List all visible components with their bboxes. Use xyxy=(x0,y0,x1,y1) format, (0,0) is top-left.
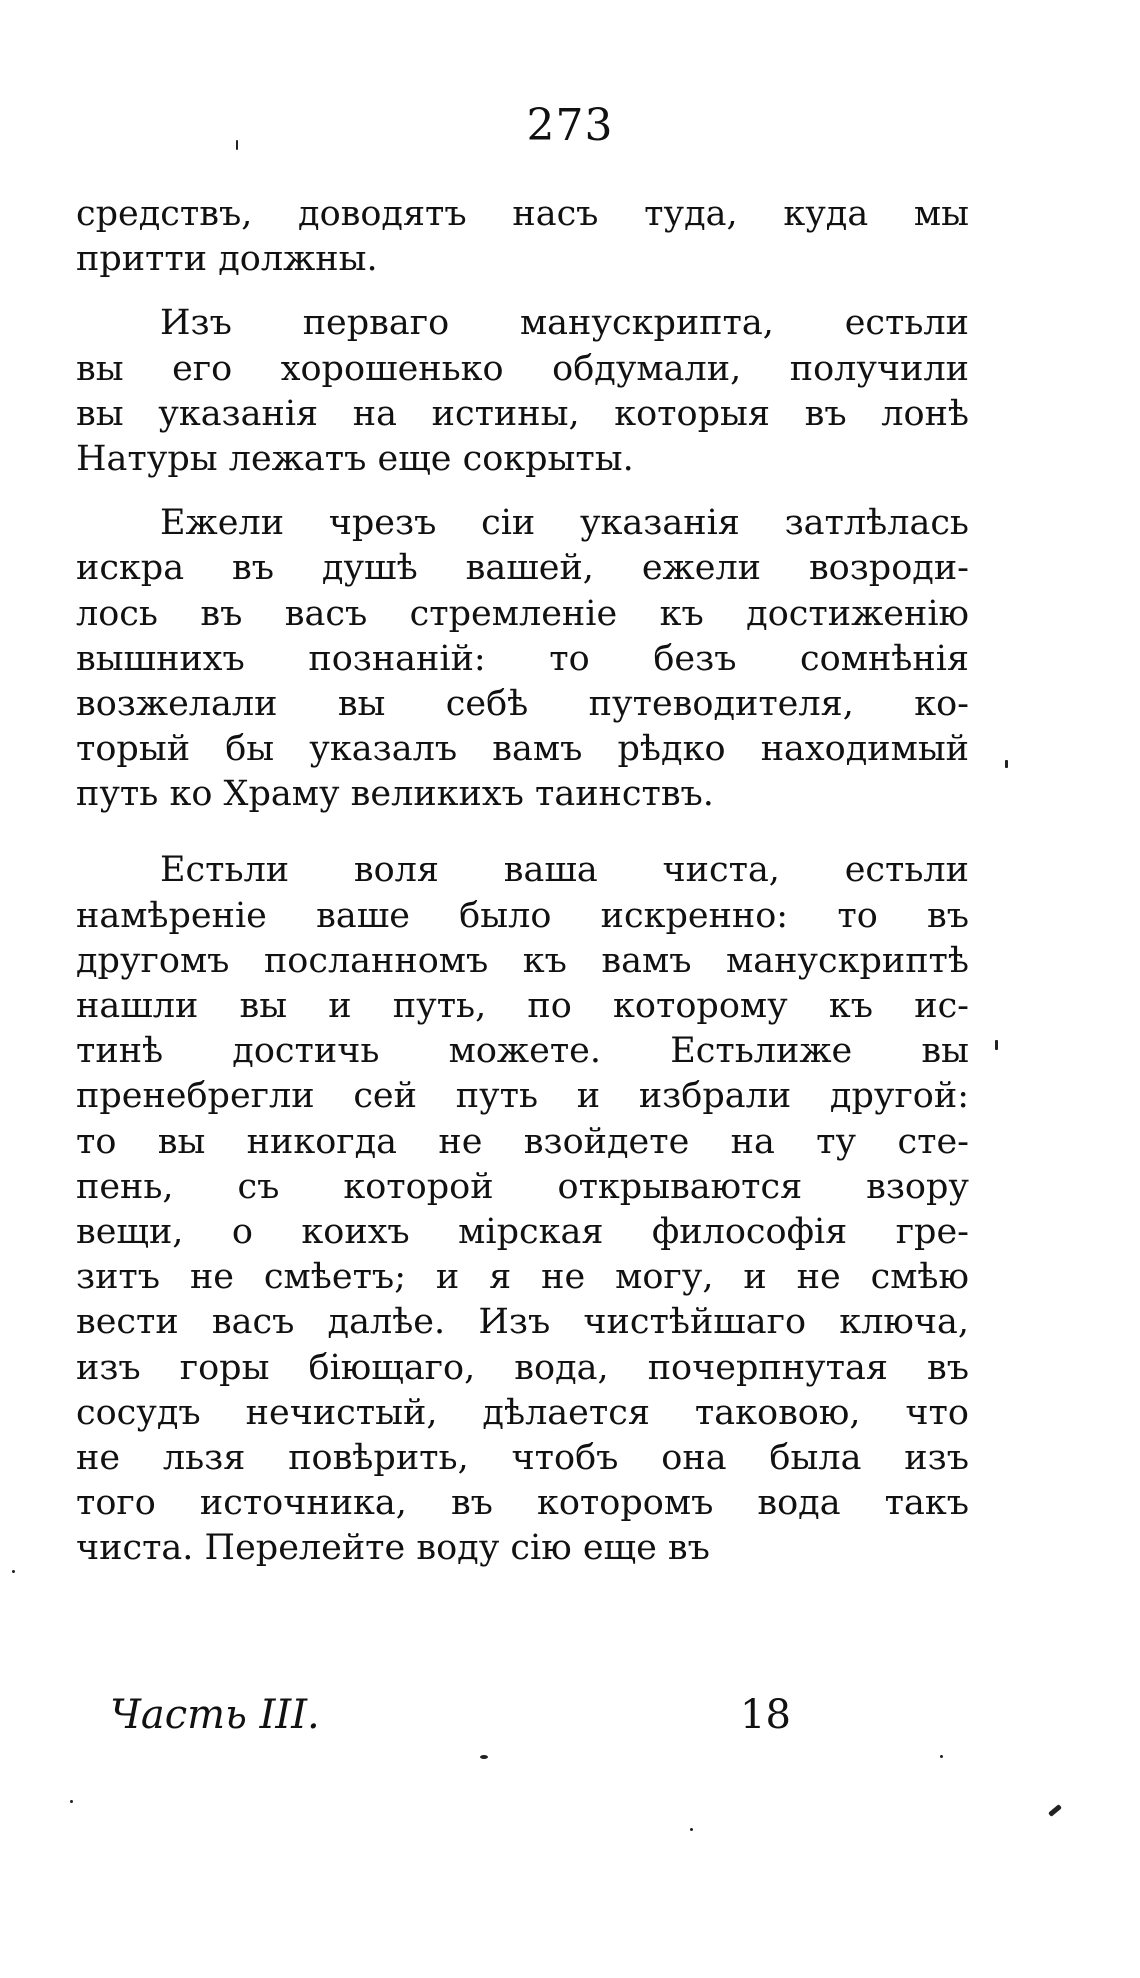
paragraph xyxy=(76,301,969,482)
scan-speck xyxy=(70,1800,73,1803)
scan-speck xyxy=(940,1755,943,1758)
paragraph xyxy=(76,501,969,817)
text-line: путь ко Храму великихъ таинствъ. xyxy=(76,774,714,815)
paragraph-gap xyxy=(76,817,969,848)
text-line: вещи, о коихъ мірская философія гре- xyxy=(76,1211,969,1252)
paragraph-gap xyxy=(76,482,969,501)
text-line: Натуры лежатъ еще сокрыты. xyxy=(76,438,634,479)
text-line: вы указанія на истины, которыя въ лонѣ xyxy=(76,393,969,434)
text-line: намѣреніе ваше было искренно: то въ xyxy=(76,895,969,936)
part-label: Часть III. xyxy=(110,1692,320,1738)
text-line: искра въ душѣ вашей, ежели возроди- xyxy=(76,548,969,589)
scan-speck xyxy=(1048,1804,1062,1817)
scan-speck xyxy=(236,140,238,150)
text-line: пень, съ которой открываются взору xyxy=(76,1166,969,1207)
scan-speck xyxy=(480,1755,488,1759)
text-line: не льзя повѣрить, чтобъ она была изъ xyxy=(76,1437,969,1478)
text-line: Ежели чрезъ сіи указанія затлѣлась xyxy=(160,503,969,544)
paragraph xyxy=(76,192,969,282)
text-line: возжелали вы себѣ путеводителя, ко- xyxy=(76,683,969,724)
page-number: 273 xyxy=(526,100,614,151)
paragraph-gap xyxy=(76,282,969,301)
printer-signature: 18 xyxy=(740,1692,791,1738)
text-line: зитъ не смѣетъ; и я не могу, и не смѣю xyxy=(76,1257,969,1298)
text-line: нашли вы и путь, по которому къ ис- xyxy=(76,986,969,1026)
scan-speck xyxy=(690,1828,693,1831)
text-line: изъ горы біющаго, вода, почерпнутая въ xyxy=(76,1347,969,1388)
text-line: другомъ посланномъ къ вамъ манускриптѣ xyxy=(76,940,969,981)
text-line: торый бы указалъ вамъ рѣдко находимый xyxy=(76,729,969,770)
text-line: вышнихъ познаній: то безъ сомнѣнія xyxy=(76,638,969,679)
text-line: средствъ, доводятъ насъ туда, куда мы xyxy=(76,194,969,234)
scan-speck xyxy=(995,1040,998,1050)
footer-line xyxy=(110,1692,810,1738)
text-line: сосудъ нечистый, дѣлается таковою, что xyxy=(76,1392,969,1433)
text-line: тинѣ достичь можете. Естьлиже вы xyxy=(76,1031,969,1072)
text-line: притти должны. xyxy=(76,239,378,280)
text-line: лось въ васъ стремленіе къ достиженію xyxy=(76,593,969,634)
text-line: вести васъ далѣе. Изъ чистѣйшаго ключа, xyxy=(76,1302,969,1343)
text-line: того источника, въ которомъ вода такъ xyxy=(76,1483,969,1524)
text-line: Изъ перваго манускрипта, естьли xyxy=(160,303,969,344)
paragraph xyxy=(76,848,969,1571)
text-line: пренебрегли сей путь и избрали другой: xyxy=(76,1076,969,1117)
text-line: Естьли воля ваша чиста, естьли xyxy=(160,850,969,891)
scan-speck xyxy=(12,1570,15,1573)
text-line: вы его хорошенько обдумали, получили xyxy=(76,348,969,389)
text-line: чиста. Перелейте воду сію еще въ xyxy=(76,1528,710,1569)
scan-speck xyxy=(1005,760,1008,768)
body-text xyxy=(76,192,969,1571)
text-line: то вы никогда не взойдете на ту сте- xyxy=(76,1121,969,1162)
